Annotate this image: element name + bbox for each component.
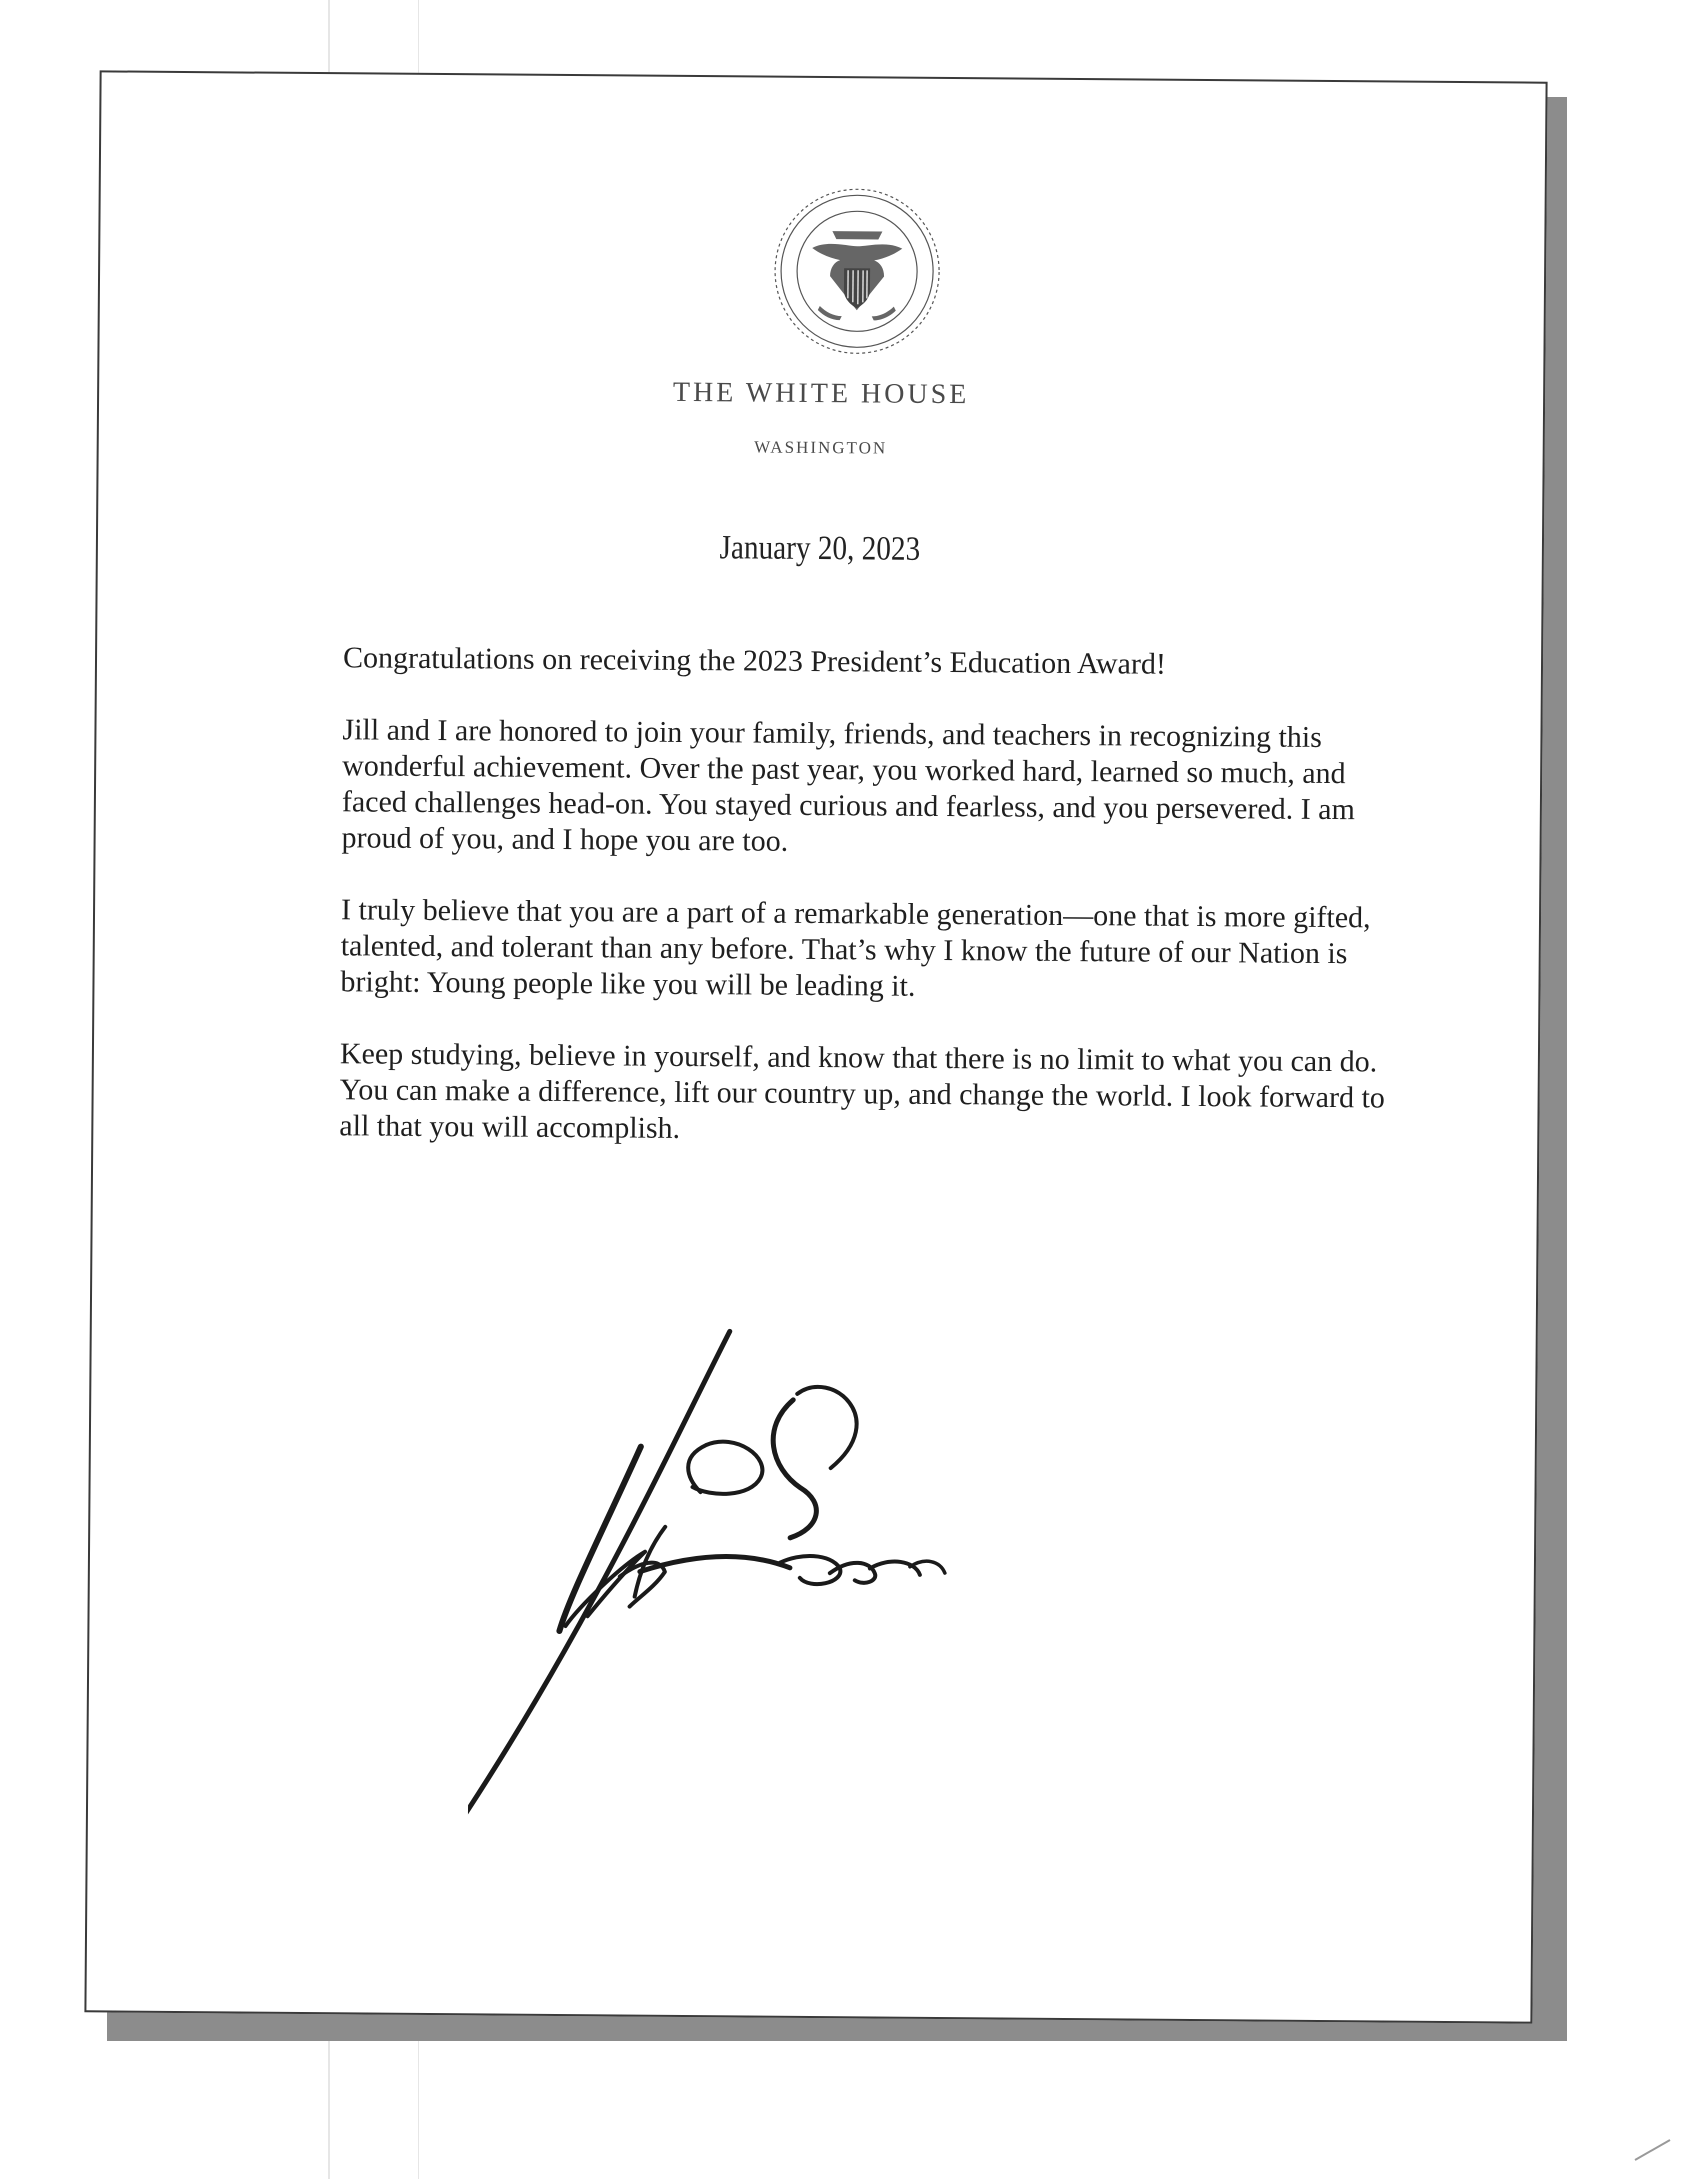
letter-date: January 20, 2023	[719, 529, 921, 568]
letter-paragraph: Congratulations on receiving the 2023 President’s Education Award!	[342, 641, 1167, 681]
letter-paragraph: I truly believe that you are a part of a remarkable generation—one that is more gifted, talented, and tolerant than any before. That’s why I know the future of our Nation is bright: Young people like you will be leading it.	[340, 893, 1371, 1003]
handwritten-signature	[468, 1325, 1032, 1849]
scan-corner-mark	[1630, 2132, 1690, 2162]
presidential-seal-icon	[771, 186, 942, 357]
letter-paragraph: Jill and I are honored to join your family, friends, and teachers in recognizing this wonderful achievement. Over the past year, you worked hard, learned so much, and faced challenges head-on. You stayed curious and fearless, and you persevered. I am proud of you, and I hope you are too.	[341, 713, 1355, 858]
letterhead-subtitle: WASHINGTON	[754, 437, 888, 458]
letterhead-title: THE WHITE HOUSE	[672, 376, 970, 411]
letter-page	[84, 70, 1547, 2023]
letter-paragraph: Keep studying, believe in yourself, and know that there is no limit to what you can do. You can make a difference, lift our country up, and change the world. I look forward to all that you will accomplish.	[339, 1037, 1385, 1145]
letter-body	[339, 640, 1393, 1188]
